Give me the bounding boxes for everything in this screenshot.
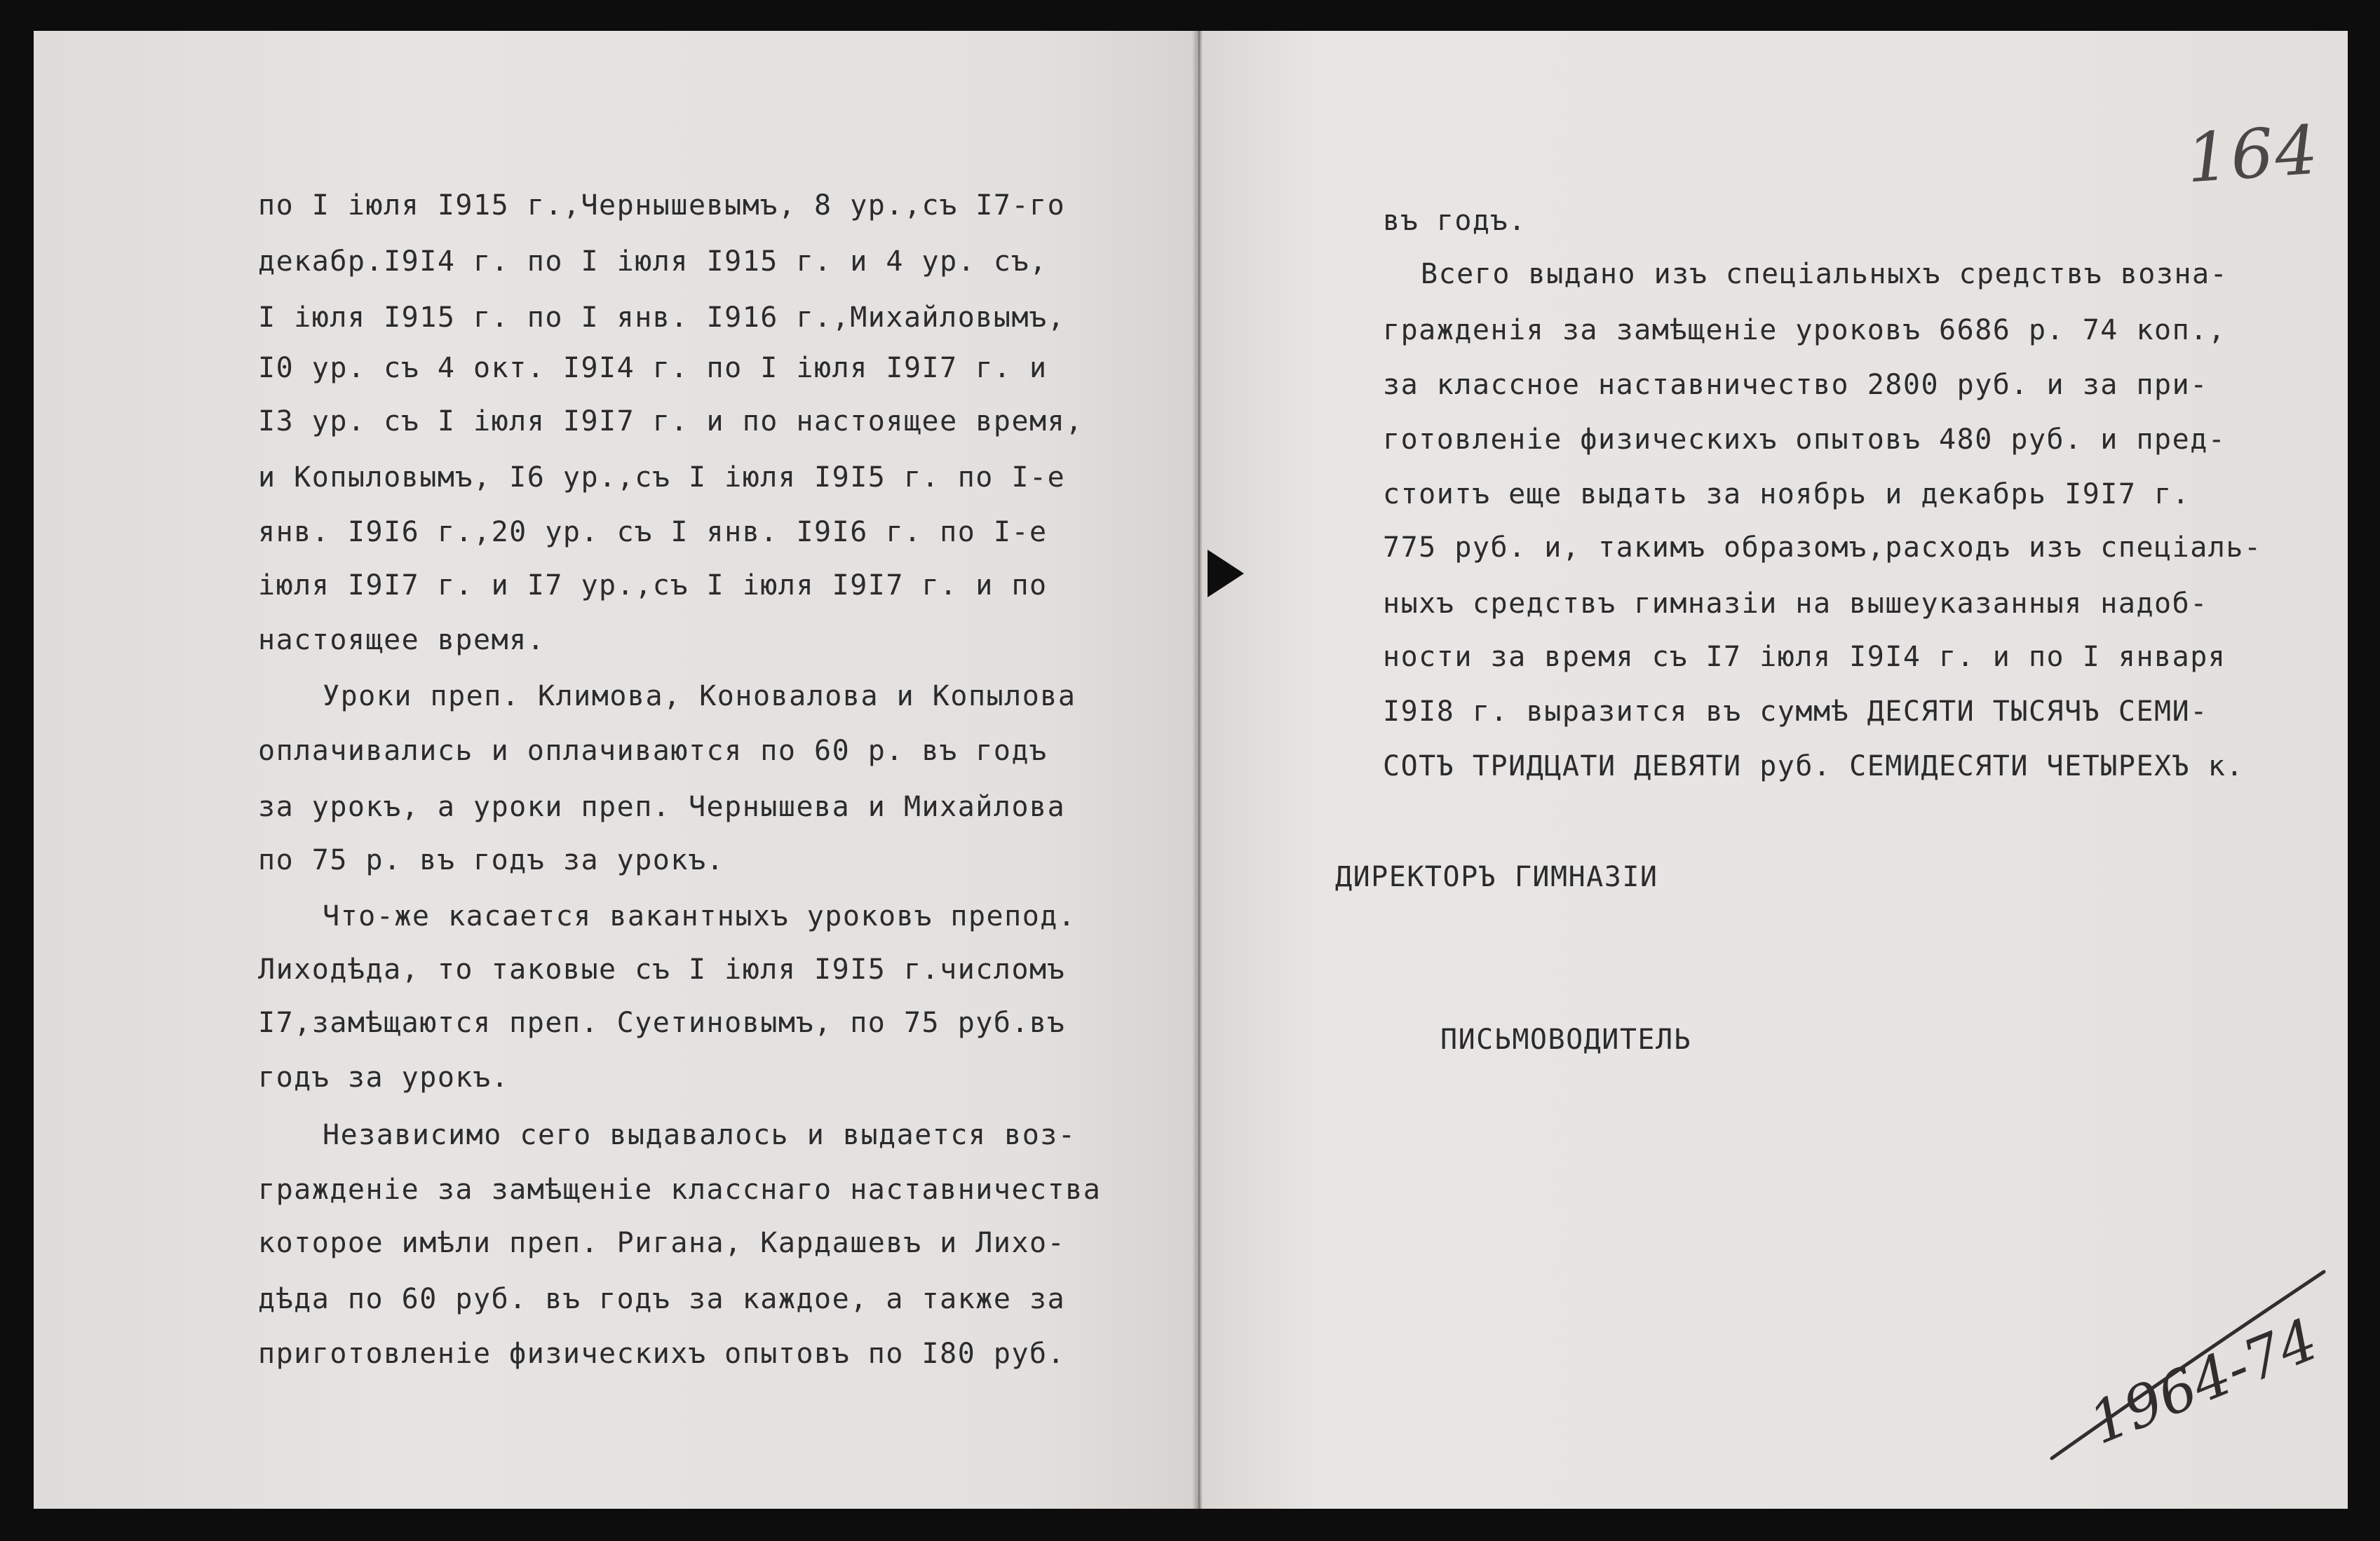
left-line-18: Независимо сего выдавалось и выдается воз- (323, 1119, 1076, 1151)
left-line-6: и Копыловымъ, I6 ур.,съ I іюля I9I5 г. по I-е (258, 461, 1066, 494)
left-line-1: по I іюля I915 г.,Чернышевымъ, 8 ур.,съ I7-го (258, 189, 1066, 222)
right-line-3: гражденія за замѣщеніе уроковъ 6686 р. 74 коп., (1383, 314, 2226, 346)
left-line-22: приготовленіе физическихъ опытовъ по I80 руб. (258, 1338, 1066, 1370)
folio-number: 164 (2184, 110, 2322, 198)
left-line-3: I іюля I915 г. по I янв. I916 г.,Михайловымъ, (258, 301, 1066, 334)
left-line-11: оплачивались и оплачиваются по 60 р. въ годъ (258, 735, 1048, 767)
handwritten-note (2036, 1251, 2348, 1475)
director-label: ДИРЕКТОРЪ ГИМНАЗІИ (1335, 861, 1658, 893)
left-line-16: I7,замѣщаются преп. Суетиновымъ, по 75 руб.въ (258, 1007, 1066, 1039)
right-line-6: стоитъ еще выдать за ноябрь и декабрь I9I7 г. (1383, 478, 2191, 510)
left-line-5: I3 ур. съ I іюля I9I7 г. и по настоящее время, (258, 405, 1083, 437)
left-line-14: Что-же касается вакантныхъ уроковъ препод. (323, 900, 1076, 932)
left-line-12: за урокъ, а уроки преп. Чернышева и Михайлова (258, 791, 1066, 823)
left-line-17: годъ за урокъ. (258, 1061, 510, 1094)
right-line-8: ныхъ средствъ гимназіи на вышеуказанныя надоб- (1383, 588, 2208, 620)
right-line-1: въ годъ. (1383, 205, 1527, 237)
right-line-5: готовленіе физическихъ опытовъ 480 руб. и пред- (1383, 423, 2226, 456)
right-line-2: Всего выдано изъ спеціальныхъ средствъ возна- (1421, 258, 2229, 290)
left-line-15: Лиходѣда, то таковые съ I іюля I9I5 г.числомъ (258, 953, 1066, 986)
right-line-4: за классное наставничество 2800 руб. и за при- (1383, 369, 2208, 401)
left-page (34, 31, 1196, 1509)
left-line-10: Уроки преп. Климова, Коновалова и Копылова (323, 680, 1076, 712)
left-line-20: которое имѣли преп. Ригана, Кардашевъ и Лихо- (258, 1227, 1066, 1259)
right-line-9: ности за время съ I7 іюля I9I4 г. и по I января (1383, 641, 2226, 673)
clerk-label: ПИСЬМОВОДИТЕЛЬ (1440, 1024, 1692, 1056)
left-line-2: декабр.I9I4 г. по I іюля I915 г. и 4 ур. съ, (258, 245, 1048, 278)
handwritten-note-text: 1964-74 (2080, 1306, 2327, 1458)
paper-tear (1208, 550, 1244, 597)
right-line-10: I9I8 г. выразится въ суммѣ ДЕСЯТИ ТЫСЯЧЪ СЕМИ- (1383, 695, 2208, 728)
left-line-7: янв. I9I6 г.,20 ур. съ I янв. I9I6 г. по I-е (258, 516, 1048, 548)
left-line-21: дѣда по 60 руб. въ годъ за каждое, а также за (258, 1283, 1066, 1315)
left-line-4: I0 ур. съ 4 окт. I9I4 г. по I іюля I9I7 г. и (258, 352, 1048, 384)
document-sheet (34, 31, 2348, 1509)
left-line-8: іюля I9I7 г. и I7 ур.,съ I іюля I9I7 г. и по (258, 569, 1048, 602)
left-line-13: по 75 р. въ годъ за урокъ. (258, 844, 725, 876)
left-line-19: гражденіе за замѣщеніе класснаго наставничества (258, 1174, 1102, 1206)
right-line-7: 775 руб. и, такимъ образомъ,расходъ изъ спеціаль- (1383, 531, 2262, 564)
left-line-9: настоящее время. (258, 624, 546, 656)
right-line-11: СОТЪ ТРИДЦАТИ ДЕВЯТИ руб. СЕМИДЕСЯТИ ЧЕТЫРЕХЪ к. (1383, 750, 2244, 782)
right-page (1202, 31, 2348, 1509)
